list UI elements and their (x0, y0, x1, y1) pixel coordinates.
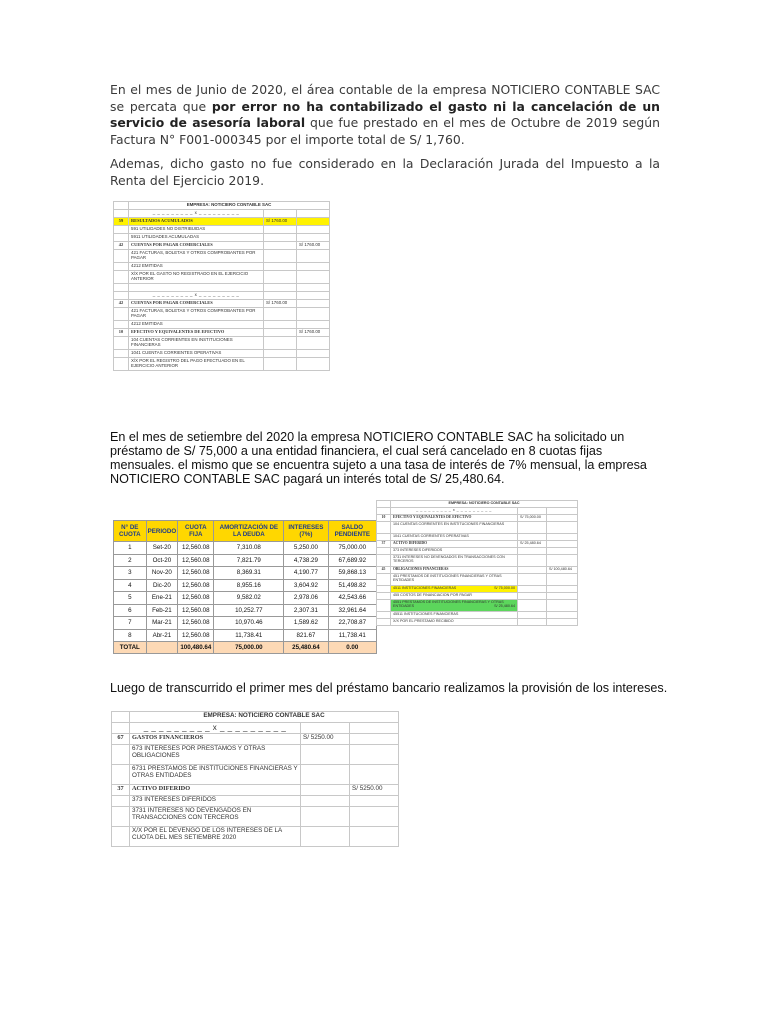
loan-total-cell (146, 642, 178, 654)
loan-cell: 4 (114, 579, 147, 592)
intro-text-b: que fue prestado en el mes de Octubre de 2019 según Factura N° F001-000345 por el importe total de S/ 1,760. (110, 115, 660, 147)
subaccount: 6731 PRESTAMOS DE INSTITUCIONES FINANCIERAS Y OTRAS ENTIDADES (130, 765, 301, 785)
loan-cell: 42,543.66 (328, 592, 376, 605)
loan-total-cell: 75,000.00 (214, 642, 284, 654)
loan-cell: Set-20 (146, 542, 178, 555)
loan-cell: 12,560.08 (178, 617, 214, 630)
loan-cell: 12,560.08 (178, 554, 214, 567)
debit-amount: S/ 1760.00 (264, 300, 297, 308)
loan-cell: 51,498.82 (328, 579, 376, 592)
subaccount-amount: S/ 25,480.64 (494, 604, 515, 608)
account-code: 67 (112, 734, 130, 745)
table-row (114, 542, 377, 555)
account-code: 10 (114, 329, 129, 337)
table-row (114, 554, 377, 567)
entry-separator: _ _ _ _ _ _ _ _ _ x _ _ _ _ _ _ _ _ _ (129, 292, 264, 300)
loan-cell: Mar-21 (146, 617, 178, 630)
subaccount: 3731 INTERESES NO DEVENGADOS EN TRANSACCIONES CON TERCEROS (391, 555, 518, 567)
loan-cell: 12,560.08 (178, 579, 214, 592)
loan-cell: 8,955.16 (214, 579, 284, 592)
account-code: 37 (112, 785, 130, 796)
subaccount-highlight (391, 586, 518, 593)
subaccount: 1041 CUENTAS CORRIENTES OPERATIVAS (391, 534, 518, 541)
journal-table-interest-provision (111, 711, 399, 847)
loan-cell: 1,589.62 (284, 617, 328, 630)
subaccount-label: 4551 PRESTAMOS DE INSTITUCIONES FINANCIERAS Y OTRAS ENTIDADES (393, 600, 504, 608)
credit-amount: S/ 5250.00 (350, 785, 399, 796)
loan-cell: 2 (114, 554, 147, 567)
loan-total-cell: 25,480.64 (284, 642, 328, 654)
loan-cell: 1 (114, 542, 147, 555)
loan-cell: 5 (114, 592, 147, 605)
loan-header-cell: INTERESES (7%) (284, 521, 328, 542)
subaccount: 1041 CUENTAS CORRIENTES OPERATIVAS (129, 350, 264, 358)
entry-separator: _ _ _ _ _ _ _ _ _ x _ _ _ _ _ _ _ _ _ (391, 508, 518, 515)
loan-cell: 7 (114, 617, 147, 630)
loan-total-cell: 100,480.64 (178, 642, 214, 654)
loan-cell: 10,252.77 (214, 604, 284, 617)
subaccount: 591 UTILIDADES NO DISTRIBUIDAS (129, 226, 264, 234)
loan-cell: 6 (114, 604, 147, 617)
loan-header-cell: CUOTA FIJA (178, 521, 214, 542)
subaccount: 104 CUENTAS CORRIENTES EN INSTITUCIONES FINANCIERAS (391, 522, 518, 534)
loan-cell: 9,582.02 (214, 592, 284, 605)
account-name: CUENTAS POR PAGAR COMERCIALES (129, 242, 264, 250)
loan-cell: Feb-21 (146, 604, 178, 617)
account-name: CUENTAS POR PAGAR COMERCIALES (129, 300, 264, 308)
loan-header-cell: SALDO PENDIENTE (328, 521, 376, 542)
table-row (114, 604, 377, 617)
loan-cell: 821.67 (284, 629, 328, 642)
provision-paragraph: Luego de transcurrido el primer mes del préstamo bancario realizamos la provisión de los intereses. (110, 681, 668, 695)
subaccount: 451 PRESTAMOS DE INSTITUCIONES FINANCIERAS Y OTRAS ENTIDADES (391, 574, 518, 586)
intro-paragraph-2: Ademas, dicho gasto no fue considerado en la Declaración Jurada del Impuesto a la Renta del Ejercicio 2019. (110, 156, 660, 188)
loan-cell: 12,560.08 (178, 567, 214, 580)
loan-cell: 12,560.08 (178, 592, 214, 605)
loan-cell: 2,978.06 (284, 592, 328, 605)
loan-cell: 7,821.79 (214, 554, 284, 567)
subaccount: 4212 EMITIDAS (129, 321, 264, 329)
subaccount-amount: S/ 75,000.00 (494, 586, 515, 590)
subaccount-label: 4511 INSTITUCIONES FINANCIERAS (393, 586, 457, 590)
table-row (114, 567, 377, 580)
subaccount: 421 FACTURAS, BOLETAS Y OTROS COMPROBANTES POR PAGAR (129, 308, 264, 321)
entry-gloss: X/X POR EL DEVENGO DE LOS INTERESES DE LA CUOTA DEL MES SETIEMBRE 2020 (130, 827, 301, 847)
loan-cell: 8,369.31 (214, 567, 284, 580)
account-code: 45 (377, 567, 391, 574)
credit-amount: S/ 1760.00 (297, 329, 330, 337)
subaccount: 104 CUENTAS CORRIENTES EN INSTITUCIONES FINANCIERAS (129, 337, 264, 350)
table-row (114, 592, 377, 605)
entry-gloss: X/X POR EL GASTO NO REGISTRADO EN EL EJERCICIO ANTERIOR (129, 271, 264, 284)
loan-cell: Oct-20 (146, 554, 178, 567)
debit-amount: S/ 25,480.64 (518, 541, 547, 548)
table-title: EMPRESA: NOTICIERO CONTABLE SAC (129, 202, 330, 210)
subaccount: 3731 INTERESES NO DEVENGADOS EN TRANSACCIONES CON TERCEROS (130, 807, 301, 827)
loan-cell: 5,250.00 (284, 542, 328, 555)
loan-header-cell: AMORTIZACIÓN DE LA DEUDA (214, 521, 284, 542)
loan-cell: 11,738.41 (214, 629, 284, 642)
account-code: 59 (114, 218, 129, 226)
debit-amount: S/ 75,000.00 (518, 515, 547, 522)
account-name: OBLIGACIONES FINANCIERAS (391, 567, 518, 574)
debit-amount: S/ 1760.00 (264, 218, 297, 226)
loan-cell: 75,000.00 (328, 542, 376, 555)
loan-cell: 22,708.87 (328, 617, 376, 630)
intro-text-bold: por error no ha contabilizado el gasto ni la cancelación de un servicio de asesoría laboral (110, 98, 660, 130)
entry-separator: _ _ _ _ _ _ _ _ _ x _ _ _ _ _ _ _ _ _ (130, 723, 301, 734)
loan-total-cell: 0.00 (328, 642, 376, 654)
account-name: RESULTADOS ACUMULADOS (129, 218, 264, 226)
subaccount: 455 COSTOS DE FINANCIACION POR PAGAR (391, 593, 518, 600)
subaccount-highlight (391, 600, 518, 612)
account-code: 42 (114, 300, 129, 308)
loan-total-row (114, 642, 377, 654)
loan-total-cell: TOTAL (114, 642, 147, 654)
debit-amount: S/ 5250.00 (301, 734, 350, 745)
loan-cell: 4,190.77 (284, 567, 328, 580)
loan-cell: 32,961.64 (328, 604, 376, 617)
table-row (114, 629, 377, 642)
loan-header-row (114, 521, 377, 542)
loan-cell: 11,738.41 (328, 629, 376, 642)
intro-text-a: En el mes de Junio de 2020, el área contable de la empresa NOTICIERO CONTABLE SAC se percata que (110, 82, 660, 114)
loan-cell: Ene-21 (146, 592, 178, 605)
table-row (114, 579, 377, 592)
loan-cell: 3,604.92 (284, 579, 328, 592)
table-row (114, 617, 377, 630)
account-code: 37 (377, 541, 391, 548)
table-title: EMPRESA: NOTICIERO CONTABLE SAC (391, 501, 578, 508)
loan-cell: 12,560.08 (178, 604, 214, 617)
entry-gloss: X/X POR EL REGISTRO DEL PAGO EFECTUADO EN EL EJERCICIO ANTERIOR (129, 358, 264, 371)
loan-cell: 8 (114, 629, 147, 642)
subaccount: 373 INTERESES DIFERIDOS (391, 548, 518, 555)
loan-paragraph: En el mes de setiembre del 2020 la empresa NOTICIERO CONTABLE SAC ha solicitado un préstamo de S/ 75,000 a una entidad financiera, el cual será cancelado en 8 cuotas fijas mensuales. el mismo que se encuentra sujeto a una tasa de interés de 7% mensual, la empresa NOTICIERO CONTABLE SAC pagará un interés total de S/ 25,480.64. (110, 430, 647, 486)
account-name: EFECTIVO Y EQUIVALENTES DE EFECTIVO (129, 329, 264, 337)
loan-cell: 7,310.08 (214, 542, 284, 555)
subaccount: 421 FACTURAS, BOLETAS Y OTROS COMPROBANTES POR PAGAR (129, 250, 264, 263)
loan-cell: Dic-20 (146, 579, 178, 592)
account-name: ACTIVO DIFERIDO (130, 785, 301, 796)
subaccount: 45511 INSTITUCIONES FINANCIERAS (391, 612, 518, 619)
loan-cell: 10,970.46 (214, 617, 284, 630)
subaccount: 5911 UTILIDADES ACUMULADAS (129, 234, 264, 242)
intro-paragraph-1 (110, 82, 660, 148)
entry-separator: _ _ _ _ _ _ _ _ _ x _ _ _ _ _ _ _ _ _ (129, 210, 264, 218)
subaccount: 673 INTERESES POR PRESTAMOS Y OTRAS OBLIGACIONES (130, 745, 301, 765)
loan-cell: 2,307.31 (284, 604, 328, 617)
journal-table-loan-receipt (376, 500, 578, 626)
loan-schedule-table (113, 520, 377, 654)
loan-header-cell: PERIODO (146, 521, 178, 542)
loan-cell: 12,560.08 (178, 542, 214, 555)
loan-cell: Abr-21 (146, 629, 178, 642)
account-name: EFECTIVO Y EQUIVALENTES DE EFECTIVO (391, 515, 518, 522)
loan-cell: 4,738.29 (284, 554, 328, 567)
entry-gloss: X/X POR EL PRESTAMO RECIBIDO (391, 619, 518, 626)
loan-cell: 12,560.08 (178, 629, 214, 642)
loan-cell: 59,868.13 (328, 567, 376, 580)
subaccount: 373 INTERESES DIFERIDOS (130, 796, 301, 807)
loan-cell: 3 (114, 567, 147, 580)
credit-amount: S/ 1760.00 (297, 242, 330, 250)
journal-table-expense-correction (113, 201, 330, 371)
table-title: EMPRESA: NOTICIERO CONTABLE SAC (130, 712, 399, 723)
loan-cell: 67,689.92 (328, 554, 376, 567)
subaccount: 4212 EMITIDAS (129, 263, 264, 271)
loan-header-cell: N° DE CUOTA (114, 521, 147, 542)
account-name: GASTOS FINANCIEROS (130, 734, 301, 745)
account-code: 42 (114, 242, 129, 250)
credit-amount: S/ 100,480.64 (547, 567, 578, 574)
loan-cell: Nov-20 (146, 567, 178, 580)
account-name: ACTIVO DIFERIDO (391, 541, 518, 548)
account-code: 10 (377, 515, 391, 522)
